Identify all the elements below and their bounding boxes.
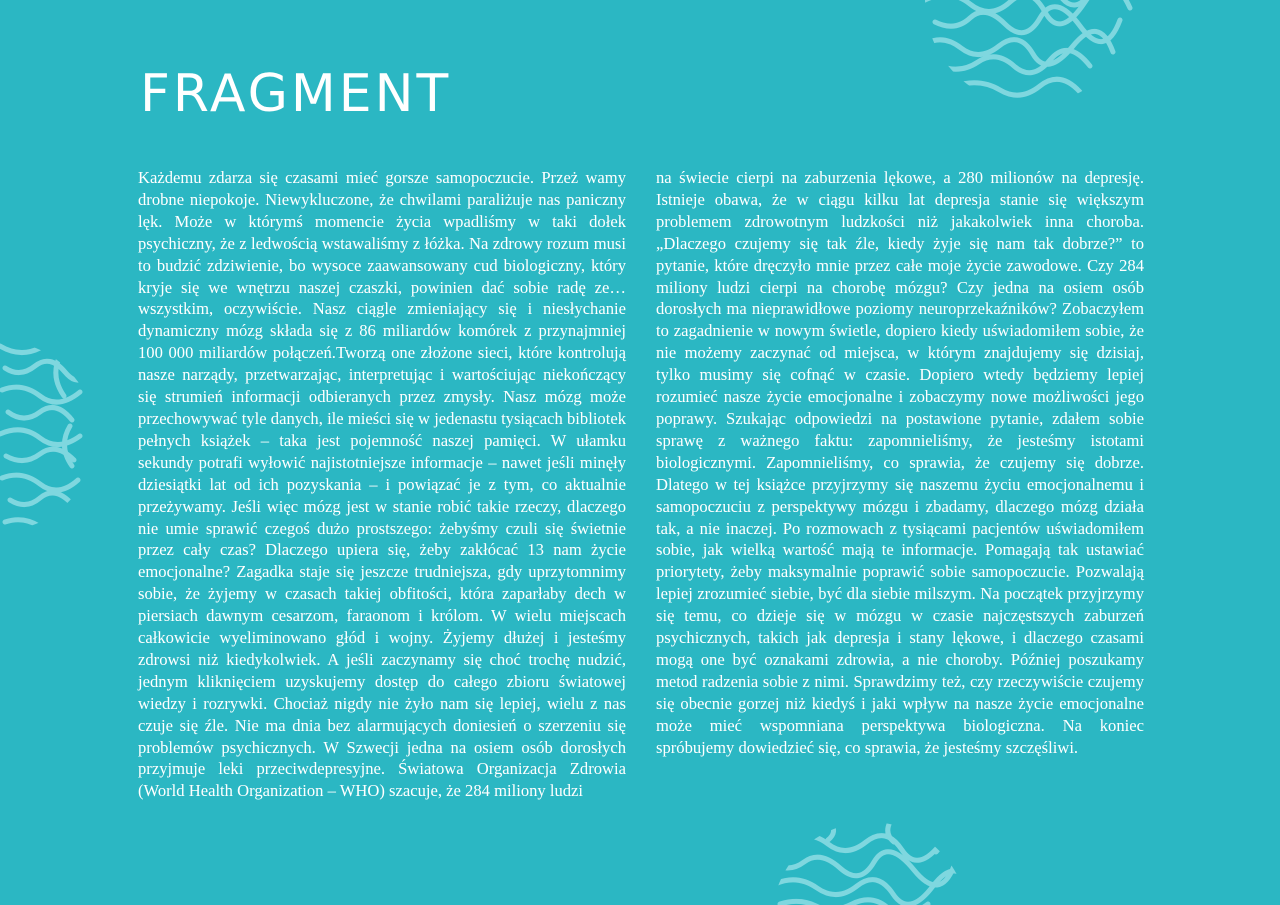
body-text-left-column: Każdemu zdarza się czasami mieć gorsze samopoczucie. Przeż wamy drobne niepokoje. Niewykluczone, że chwilami paraliżuje nas paniczny lęk. Może w którymś momencie życia wpadliśmy w taki dołek psychiczny, że z ledwością wstawaliśmy z łóżka. Na zdrowy rozum musi to budzić zdziwienie, bo wysoce zaawansowany cud biologiczny, który kryje się we wnętrzu naszej czaszki, powinien dać sobie radę ze… wszystkim, oczywiście. Nasz ciągle zmieniający się i niesłychanie dynamiczny mózg składa się z 86 miliardów komórek z przynajmniej 100 000 miliardów połączeń.Tworzą one złożone sieci, które kontrolują nasze narządy, przetwarzając, interpretując i wartościując niekończący się strumień informacji odbieranych przez zmysły. Nasz mózg może przechowywać tyle danych, ile mieści się w jedenastu tysiącach bibliotek pełnych książek – taka jest pojemność naszej pamięci. W ułamku sekundy potrafi wyłowić najistotniejsze informacje – nawet jeśli minęły dziesiątki lat od ich pozyskania – i powiązać je z tym, co aktualnie przeżywamy. Jeśli więc mózg jest w stanie robić takie rzeczy, dlaczego nie umie sprawić czegoś dużo prostszego: żebyśmy czuli się świetnie przez cały czas? Dlaczego upiera się, żeby zakłócać 13 nam życie emocjonalne? Zagadka staje się jeszcze trudniejsza, gdy uprzytomnimy sobie, że żyjemy w czasach takiej obfitości, która zaparłaby dech w piersiach dawnym cesarzom, faraonom i królom. W wielu miejscach całkowicie wyeliminowano głód i wojny. Żyjemy dłużej i jesteśmy zdrowsi niż kiedykolwiek. A jeśli zaczynamy się choć trochę nudzić, jednym kliknięciem uzyskujemy dostęp do całego zbioru światowej wiedzy i rozrywki. Chociaż nigdy nie żyło nam się lepiej, wielu z nas czuje się źle. Nie ma dnia bez alarmujących doniesień o szerzeniu się problemów psychicznych. W Szwecji jedna na osiem osób dorosłych przyjmuje leki przeciwdepresyjne. Światowa Organizacja Zdrowia (World Health Organization – WHO) szacuje, że 284 miliony ludzi [138,168,626,801]
maze-pattern-bottom-right [770,820,980,905]
page-title: FRAGMENT [140,64,452,124]
body-text-right-column: na świecie cierpi na zaburzenia lękowe, a 280 milionów na depresję. Istnieje obawa, że w ciągu kilku lat depresja stanie się większym problemem zdrowotnym ludzkości niż jakakolwiek inna choroba. „Dlaczego czujemy się tak źle, kiedy żyje się nam tak dobrze?” to pytanie, które dręczyło mnie przez całe moje życie zawodowe. Czy 284 miliony ludzi cierpi na chorobę mózgu? Czy jedna na osiem osób dorosłych ma nieprawidłowe poziomy neuroprzekaźników? Zobaczyłem to zagadnienie w nowym świetle, dopiero kiedy uświadomiłem sobie, że nie możemy zaczynać od miejsca, w którym znajdujemy się dzisiaj, tylko musimy się cofnąć w czasie. Dopiero wtedy będziemy lepiej rozumieć nasze życie emocjonalne i zobaczymy nowe możliwości jego poprawy. Szukając odpowiedzi na postawione pytanie, zdałem sobie sprawę z ważnego faktu: zapomnieliśmy, że jesteśmy istotami biologicznymi. Zapomnieliśmy, co sprawia, że czujemy się dobrze. Dlatego w tej książce przyjrzymy się naszemu życiu emocjonalnemu i samopoczuciu z perspektywy mózgu i zbadamy, dlaczego mózg działa tak, a nie inaczej. Po rozmowach z tysiącami pacjentów uświadomiłem sobie, jak wielką wartość mają te informacje. Pomagają tak ustawiać priorytety, żeby maksymalnie poprawić sobie samopoczucie. Pozwalają lepiej zrozumieć siebie, być dla siebie milszym. Na początek przyjrzymy się temu, co dzieje się w mózgu w czasie najczęstszych zaburzeń psychicznych, takich jak depresja i stany lękowe, i dlaczego czasami mogą one być oznakami zdrowia, a nie choroby. Później poszukamy metod radzenia sobie z nimi. Sprawdzimy też, czy rzeczywiście czujemy się obecnie gorzej niż kiedyś i jaki wpływ na nasze życie emocjonalne może mieć wspomniana perspektywa biologiczna. Na koniec spróbujemy dowiedzieć się, co sprawia, że jesteśmy szczęśliwi. [656,168,1144,757]
maze-pattern-top-right [925,0,1135,105]
maze-pattern-left [0,336,90,536]
